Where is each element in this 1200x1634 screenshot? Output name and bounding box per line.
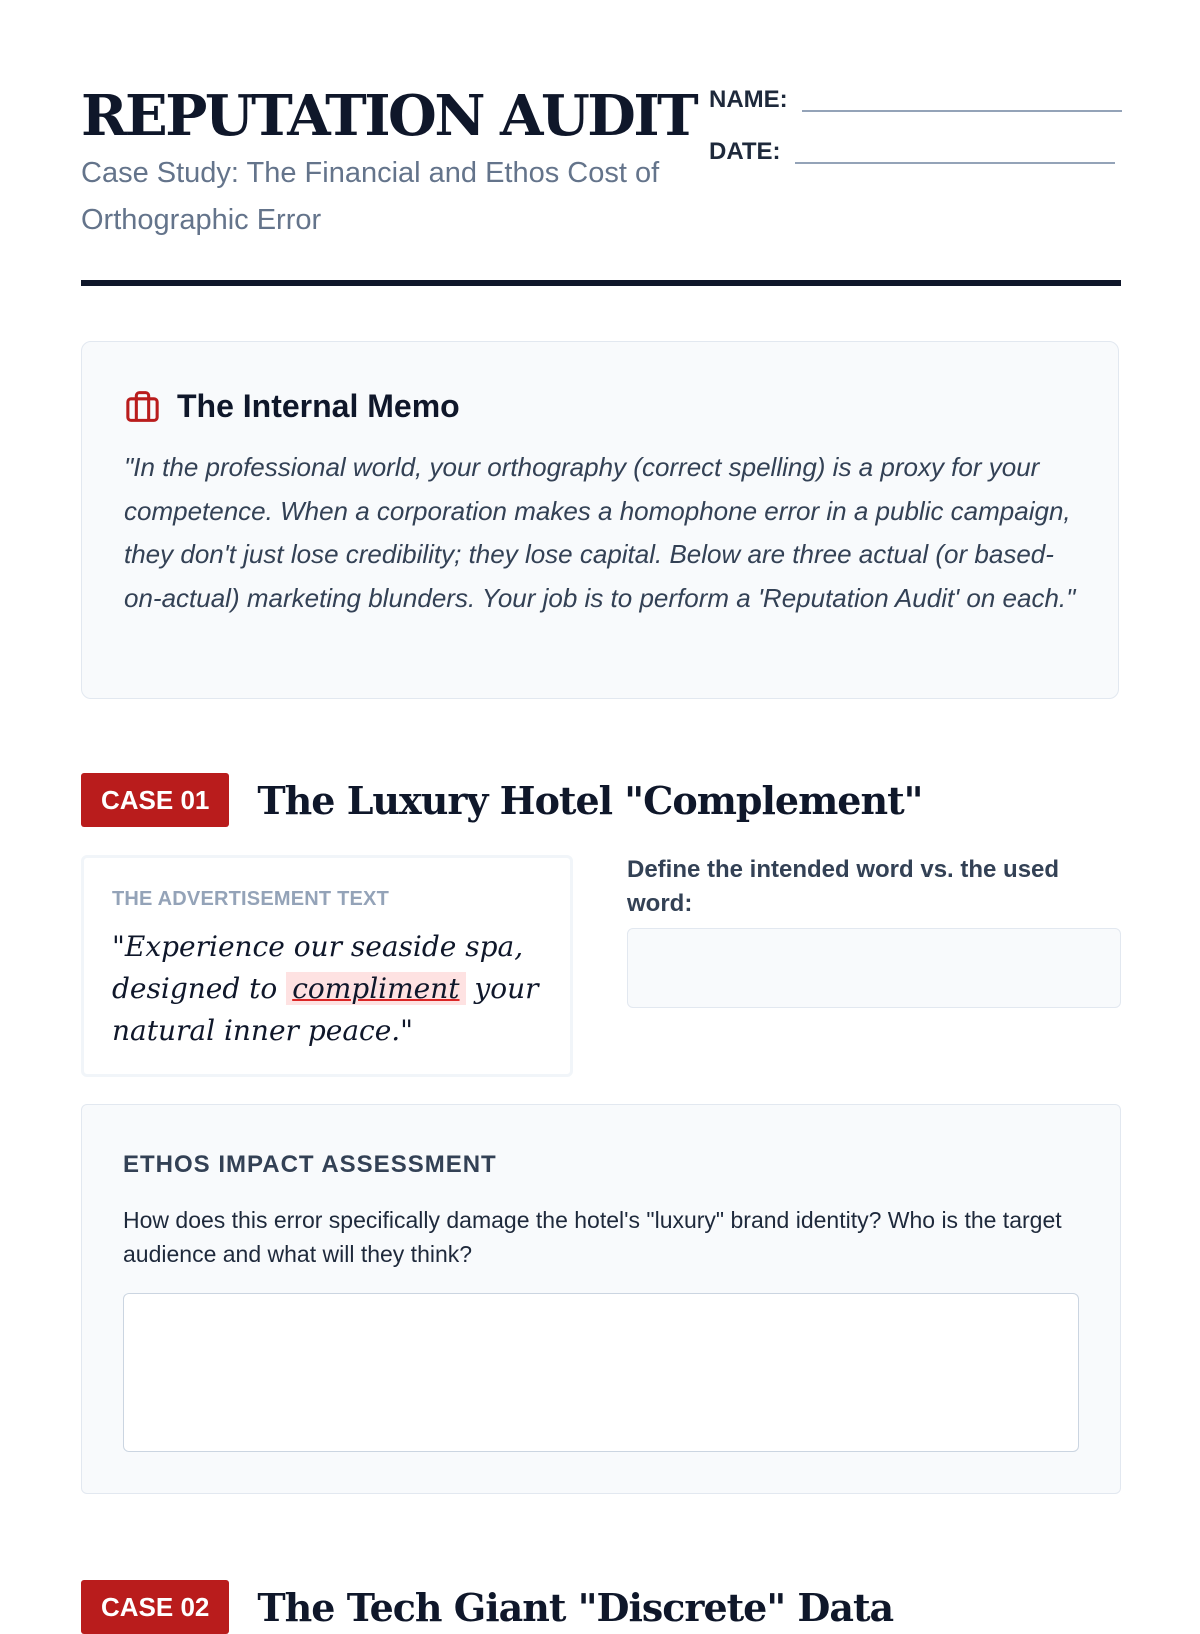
memo-quote: "In the professional world, your orthography (correct spelling) is a proxy for your competence. When a corporation makes a homophone error in a public campaign, they don't just lose credibility; they lose capital. Below are three actual (or based-on-actual) marketing blunders. Your job is to perform a 'Reputation Audit' on each." <box>124 452 1076 613</box>
date-line[interactable] <box>795 161 1115 164</box>
memo-title: The Internal Memo <box>177 388 460 424</box>
ad-text-before: "Experience our seaside spa, designed to <box>112 930 524 1005</box>
date-field[interactable] <box>709 138 1115 166</box>
internal-memo <box>81 341 1119 699</box>
name-field[interactable] <box>709 86 1122 114</box>
advertisement-text <box>112 926 552 1052</box>
advertisement-card <box>81 855 573 1077</box>
header-divider <box>81 280 1121 286</box>
header <box>81 80 1121 286</box>
case-title: The Tech Giant "Discrete" Data <box>257 1584 894 1630</box>
page-title: REPUTATION AUDIT <box>81 83 697 149</box>
date-label: DATE: <box>709 138 781 165</box>
ethos-answer-field[interactable] <box>123 1293 1079 1452</box>
ad-text-after: your natural inner peace." <box>112 972 539 1047</box>
ethos-prompt: How does this error specifically damage the hotel's "luxury" brand identity? Who is the target audience and what will they think? <box>123 1207 1062 1267</box>
define-answer-field[interactable] <box>627 928 1121 1008</box>
ethos-impact-assessment <box>81 1104 1121 1494</box>
define-prompt: Define the intended word vs. the used word: <box>627 856 1060 917</box>
briefcase-icon <box>124 388 161 425</box>
name-line[interactable] <box>802 109 1122 112</box>
error-word-highlight: compliment <box>286 972 465 1005</box>
case-badge: CASE 01 <box>81 773 229 827</box>
case-02-heading <box>81 1580 893 1634</box>
page-subtitle: Case Study: The Financial and Ethos Cost of Orthographic Error <box>81 157 660 236</box>
case-badge: CASE 02 <box>81 1580 229 1634</box>
advertisement-label: THE ADVERTISEMENT TEXT <box>112 888 390 910</box>
ethos-label: ETHOS IMPACT ASSESSMENT <box>123 1151 497 1178</box>
case-01-heading <box>81 773 922 827</box>
name-label: NAME: <box>709 86 788 113</box>
memo-heading <box>124 388 460 425</box>
case-title: The Luxury Hotel "Complement" <box>257 777 923 823</box>
